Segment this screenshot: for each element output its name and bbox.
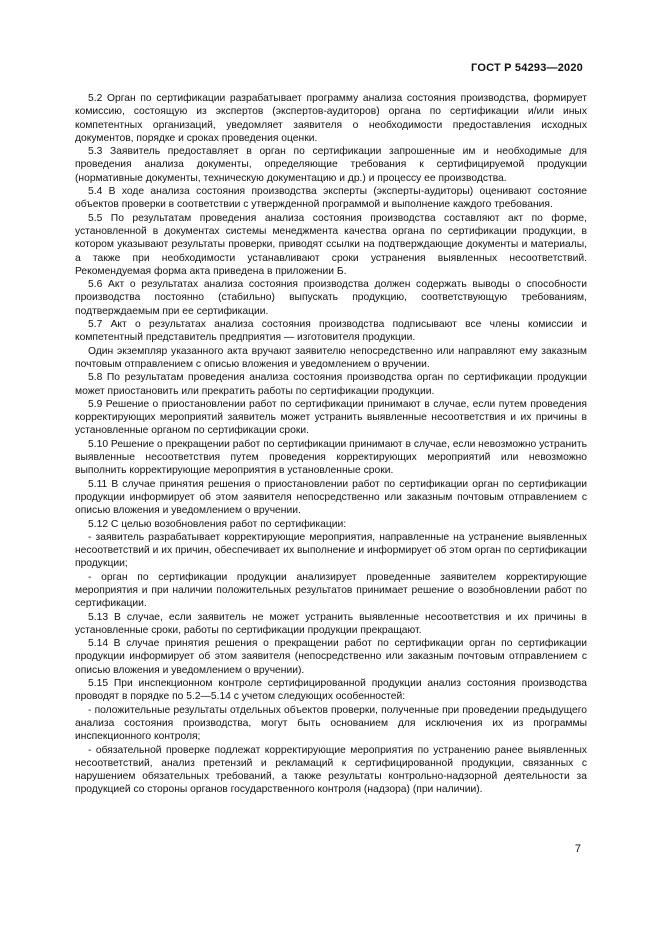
paragraph-5-15: 5.15 При инспекционном контроле сертифицированной продукции анализ состояния производства проводят в порядке по 5.2—5.14 с учетом следующих особенностей:	[75, 678, 587, 703]
paragraph-5-11: 5.11 В случае принятия решения о приостановлении работ по сертификации орган по сертификации продукции информирует об этом заявителя непосредственно или заказным почтовым отправлением с описью вложения и уведомлением о вручении.	[75, 478, 587, 517]
paragraph-5-9: 5.9 Решение о приостановлении работ по сертификации принимают в случае, если путем проведения корректирующих мероприятий заявитель может устранить выявленные несоответствия и их причины в установленные органом по сертификации сроки.	[75, 398, 587, 437]
paragraph-5-8: 5.8 По результатам проведения анализа состояния производства орган по сертификации продукции может приостановить или прекратить работы по сертификации продукции.	[75, 372, 587, 397]
paragraph-5-7-copy: Один экземпляр указанного акта вручают заявителю непосредственно или направляют ему заказным почтовым отправлением с описью вложения и уведомлением о вручении.	[75, 345, 587, 370]
paragraph-5-6: 5.6 Акт о результатах анализа состояния производства должен содержать выводы о способности производства постоянно (стабильно) выпускать продукцию, соответствующую требованиям, подтверждаемым при ее сертификации.	[75, 279, 587, 317]
paragraph-5-12-item-2: - орган по сертификации продукции анализирует проведенные заявителем корректирующие мероприятия и при наличии положительных результатов принимает решение о возобновлении работ по сертификации.	[75, 571, 587, 610]
paragraph-5-12: 5.12 С целью возобновления работ по сертификации:	[88, 518, 347, 530]
paragraph-5-10: 5.10 Решение о прекращении работ по сертификации принимают в случае, если невозможно устранить выявленные несоответствия путем проведения корректирующих мероприятий или невозможно выполнить корректирующие мероприятия в установленные сроки.	[75, 438, 588, 477]
paragraph-5-7: 5.7 Акт о результатах анализа состояния производства подписывают все члены комиссии и компетентный представитель предприятия — изготовителя продукции.	[75, 319, 587, 344]
page-number: 7	[574, 843, 581, 855]
paragraph-5-12-item-1: - заявитель разрабатывает корректирующие мероприятия, направленные на устранение выявленных несоответствий и их причин, обеспечивает их выполнение и информирует об этом орган по сертификации продукции;	[75, 531, 587, 570]
paragraph-5-15-item-2: - обязательной проверке подлежат корректирующие мероприятия по устранению ранее выявленных несоответствий, анализ претензий и рекламаций к сертифицированной продукции, связанных с нарушением обязательных требований, а также результаты контрольно-надзорной деятельности за продукцией со стороны органов государственного контроля (надзора) (при наличии).	[75, 744, 587, 796]
paragraph-5-14: 5.14 В случае принятия решения о прекращении работ по сертификации орган по сертификации продукции информирует об этом заявителя (непосредственно или заказным почтовым отправлением с описью вложения и уведомлением о вручении).	[75, 638, 587, 676]
paragraph-5-15-item-1: - положительные результаты отдельных объектов проверки, полученные при проведении предыдущего анализа состояния производства, могут быть основанием для исключения их из программы инспекционного контроля;	[75, 704, 587, 743]
paragraph-5-4: 5.4 В ходе анализа состояния производства эксперты (эксперты-аудиторы) оценивают состояние объектов проверки в соответствии с утвержденной программой и выполнение каждого требования.	[75, 186, 587, 211]
paragraph-5-13: 5.13 В случае, если заявитель не может устранить выявленные несоответствия и их причины в установленные сроки, работы по сертификации продукции прекращают.	[75, 611, 587, 636]
standard-code-header: ГОСТ Р 54293—2020	[471, 62, 583, 74]
paragraph-5-5: 5.5 По результатам проведения анализа состояния производства составляют акт по форме, установленной в документах системы менеджмента качества органа по сертификации продукции, в котором указывают результаты проверки, приводят ссылки на подтверждающие документы и материалы, а также при необходимости устанавливают сроки устранения выявленных несоответствий. Рекомендуемая форма акта приведена в приложении Б.	[75, 212, 587, 277]
paragraph-5-2: 5.2 Орган по сертификации разрабатывает программу анализа состояния производства, формирует комиссию, состоящую из экспертов (экспертов-аудиторов) органа по сертификации и/или иных компетентных организаций, уведомляет заявителя о необходимости предоставления исходных документов, порядке и сроках проведения оценки.	[75, 93, 587, 144]
document-body	[75, 92, 587, 797]
paragraph-5-3: 5.3 Заявитель предоставляет в орган по сертификации запрошенные им и необходимые для проведения анализа документы, определяющие требования к сертифицируемой продукции (нормативные документы, техническую документацию и др.) и процессу ее производства.	[75, 146, 587, 184]
